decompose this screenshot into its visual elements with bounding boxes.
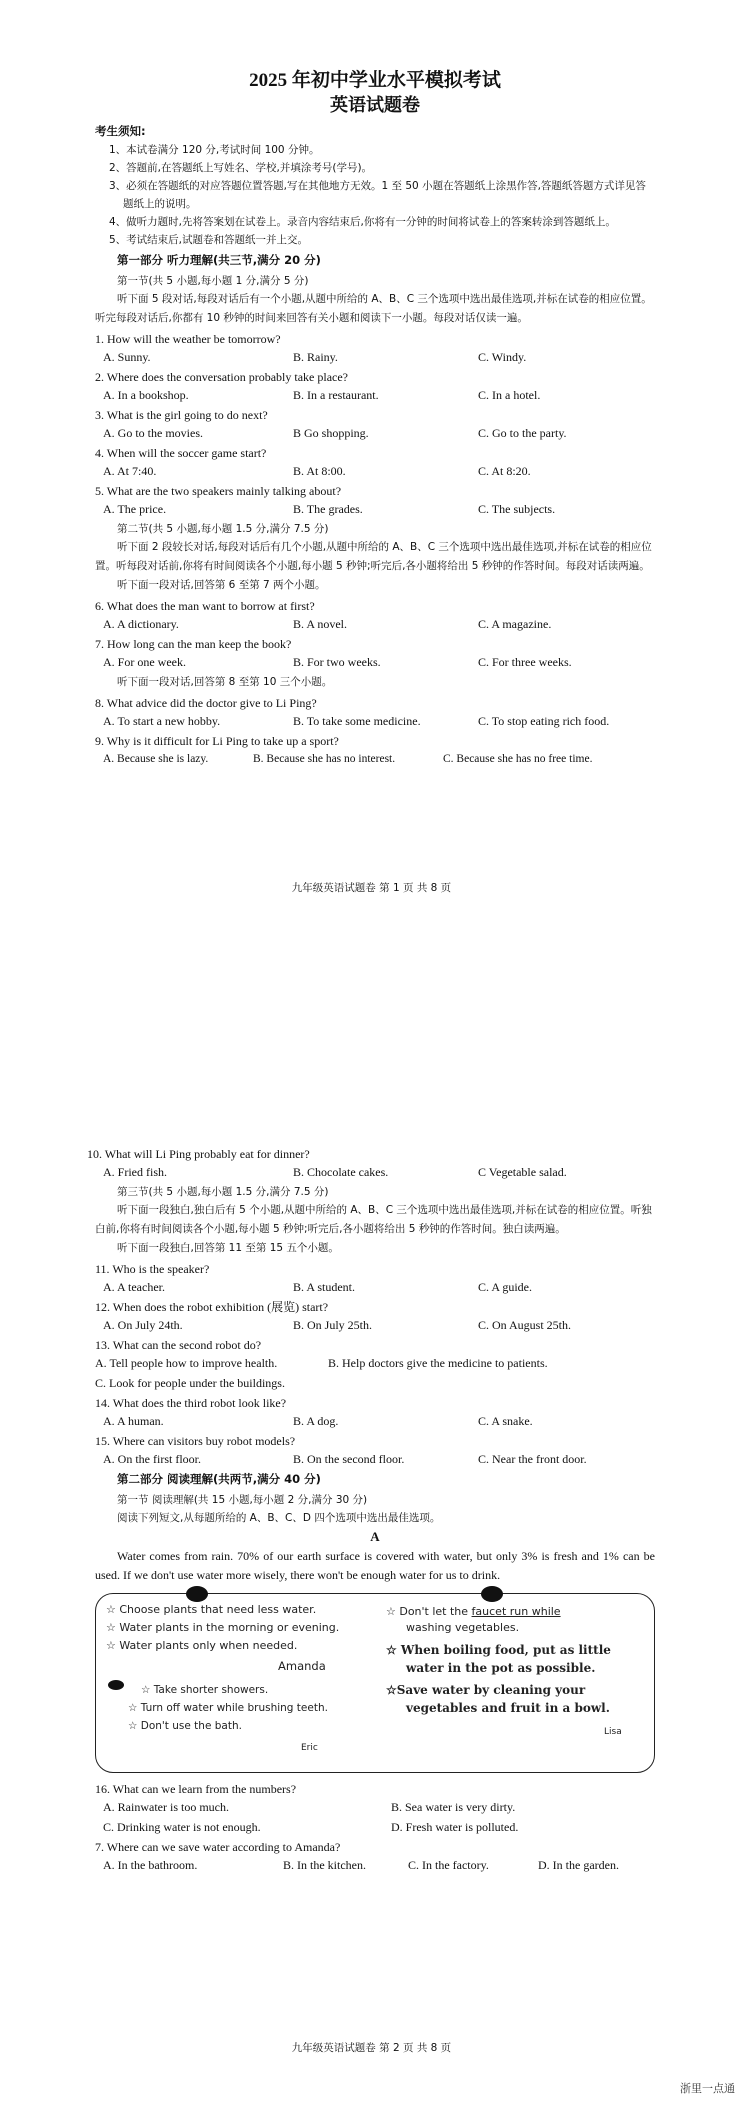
- option-c: C Vegetable salad.: [478, 1165, 567, 1179]
- part1-title: 第一部分 听力理解(共三节,满分 20 分): [117, 253, 321, 267]
- lisa-tip: ☆Save water by cleaning your: [386, 1683, 586, 1697]
- question-10: 10. What will Li Ping probably eat for dinner?: [87, 1147, 310, 1161]
- option-c: C. Near the front door.: [478, 1452, 587, 1466]
- amanda-tip: ☆ Choose plants that need less water.: [106, 1603, 317, 1616]
- option-c: C. Go to the party.: [478, 426, 567, 440]
- page1-content: [95, 68, 655, 770]
- notice-item: 1、本试卷满分 120 分,考试时间 100 分钟。: [109, 144, 320, 156]
- option-c: C. To stop eating rich food.: [478, 714, 610, 728]
- page2-footer: 九年级英语试题卷 第 2 页 共 8 页: [291, 2042, 452, 2054]
- option-a: A. At 7:40.: [103, 464, 157, 478]
- option-b: B. Chocolate cakes.: [293, 1165, 389, 1179]
- options-8: [95, 712, 655, 730]
- amanda-name: Amanda: [278, 1659, 326, 1673]
- option-a: A. Sunny.: [103, 350, 151, 364]
- option-d: D. In the garden.: [538, 1858, 619, 1872]
- options-7: [95, 653, 655, 671]
- options-1: [95, 348, 655, 366]
- option-c: C. Drinking water is not enough.: [103, 1820, 261, 1834]
- page1-footer: 九年级英语试题卷 第 1 页 共 8 页: [291, 882, 452, 894]
- amanda-tip: ☆ Water plants only when needed.: [106, 1639, 298, 1652]
- option-c: C. A magazine.: [478, 617, 552, 631]
- lisa-tip-cont: washing vegetables.: [406, 1621, 520, 1634]
- option-d: D. Fresh water is polluted.: [391, 1820, 519, 1834]
- option-a: A. In the bathroom.: [103, 1858, 198, 1872]
- option-b: B. Sea water is very dirty.: [391, 1800, 516, 1814]
- options-17: [95, 1856, 655, 1874]
- exam-page-2: [0, 1130, 743, 2102]
- reading-section1-title: 第一节 阅读理解(共 15 小题,每小题 2 分,满分 30 分): [117, 1494, 368, 1506]
- lisa-tip-underlined: faucet run while: [471, 1605, 561, 1618]
- question-9: 9. Why is it difficult for Li Ping to take up a sport?: [95, 734, 339, 748]
- water-tips-card: [95, 1593, 655, 1773]
- option-b: B. For two weeks.: [293, 655, 381, 669]
- options-16-cd: [95, 1818, 655, 1836]
- question-13: 13. What can the second robot do?: [95, 1338, 262, 1352]
- notice-title: 考生须知:: [95, 124, 146, 138]
- watermark: 浙里一点通: [680, 2082, 735, 2095]
- eric-tip: ☆ Take shorter showers.: [141, 1684, 269, 1696]
- lisa-tip-cont: water in the pot as possible.: [406, 1661, 596, 1675]
- options-13: [95, 1354, 655, 1372]
- section3-title: 第三节(共 5 小题,每小题 1.5 分,满分 7.5 分): [117, 1186, 329, 1198]
- option-c: C. In a hotel.: [478, 388, 541, 402]
- eric-tip: ☆ Don't use the bath.: [128, 1720, 242, 1732]
- option-c: C. Look for people under the buildings.: [95, 1376, 285, 1390]
- question-7: 7. How long can the man keep the book?: [95, 637, 292, 651]
- options-10: [95, 1163, 655, 1181]
- decorative-blob: [186, 1586, 208, 1602]
- decorative-blob: [108, 1680, 124, 1690]
- option-c: C. On August 25th.: [478, 1318, 572, 1332]
- eric-tip: ☆ Turn off water while brushing teeth.: [128, 1702, 328, 1714]
- monologue-instruction: 听下面一段独白,回答第 11 至第 15 五个小题。: [117, 1242, 339, 1254]
- option-c: C. For three weeks.: [478, 655, 572, 669]
- option-c: C. A guide.: [478, 1280, 533, 1294]
- options-13-c: [95, 1374, 655, 1392]
- option-b: B. Help doctors give the medicine to patients.: [328, 1356, 548, 1370]
- exam-title: 2025 年初中学业水平模拟考试: [249, 70, 501, 91]
- section2-title: 第二节(共 5 小题,每小题 1.5 分,满分 7.5 分): [117, 523, 329, 535]
- question-15: 15. Where can visitors buy robot models?: [95, 1434, 296, 1448]
- question-4: 4. When will the soccer game start?: [95, 446, 267, 460]
- exam-subtitle: 英语试题卷: [330, 95, 420, 115]
- question-3: 3. What is the girl going to do next?: [95, 408, 268, 422]
- option-a: A. Fried fish.: [103, 1165, 167, 1179]
- option-b: B. On July 25th.: [293, 1318, 373, 1332]
- question-8: 8. What advice did the doctor give to Li Ping?: [95, 696, 317, 710]
- question-14: 14. What does the third robot look like?: [95, 1396, 287, 1410]
- option-b: B. The grades.: [293, 502, 363, 516]
- option-b: B. To take some medicine.: [293, 714, 421, 728]
- option-a: A. On the first floor.: [103, 1452, 201, 1466]
- part2-title: 第二部分 阅读理解(共两节,满分 40 分): [117, 1472, 321, 1486]
- options-4: [95, 462, 655, 480]
- lisa-tip: [386, 1604, 561, 1620]
- option-c: C. Because she has no free time.: [443, 753, 593, 765]
- notice-item: 4、做听力题时,先将答案划在试卷上。录音内容结束后,你将有一分钟的时间将试卷上的答案转涂到答题纸上。: [109, 216, 616, 228]
- section2-instructions: 听下面 2 段较长对话,每段对话后有几个小题,从题中所给的 A、B、C 三个选项中选出最佳选项,并标在试卷的相应位置。听每段对话前,你将有时间阅读各个小题,每小题 5 秒钟;听完后,各小题将给出 5 秒钟的作答时间。每段对话读两遍。: [95, 541, 652, 572]
- option-a: A. A dictionary.: [103, 617, 179, 631]
- options-14: [95, 1412, 655, 1430]
- option-a: A. The price.: [103, 502, 167, 516]
- option-b: B. On the second floor.: [293, 1452, 405, 1466]
- decorative-blob: [481, 1586, 503, 1602]
- passage-label: A: [370, 1529, 380, 1544]
- lisa-tip-text: ☆ Don't let the: [386, 1605, 472, 1618]
- option-b: B. In the kitchen.: [283, 1858, 366, 1872]
- question-16: 16. What can we learn from the numbers?: [95, 1782, 297, 1796]
- section1-instructions: 听下面 5 段对话,每段对话后有一个小题,从题中所给的 A、B、C 三个选项中选出最佳选项,并标在试卷的相应位置。听完每段对话后,你都有 10 秒钟的时间来回答有关小题和阅读下一小题。每段对话仅读一遍。: [95, 293, 652, 324]
- options-5: [95, 500, 655, 518]
- option-c: C. A snake.: [478, 1414, 533, 1428]
- options-6: [95, 615, 655, 633]
- option-c: C. In the factory.: [408, 1858, 489, 1872]
- options-3: [95, 424, 655, 442]
- options-9: [95, 750, 655, 768]
- lisa-tip: ☆ When boiling food, put as little: [386, 1643, 611, 1657]
- dialog2-instruction: 听下面一段对话,回答第 8 至第 10 三个小题。: [117, 676, 333, 688]
- amanda-tip: ☆ Water plants in the morning or evening.: [106, 1621, 340, 1634]
- options-11: [95, 1278, 655, 1296]
- question-2: 2. Where does the conversation probably take place?: [95, 370, 349, 384]
- option-a: A. A human.: [103, 1414, 164, 1428]
- question-17: 7. Where can we save water according to Amanda?: [95, 1840, 341, 1854]
- lisa-tip-cont: vegetables and fruit in a bowl.: [406, 1701, 610, 1715]
- option-b: B. Because she has no interest.: [253, 753, 396, 765]
- option-c: C. The subjects.: [478, 502, 556, 516]
- exam-page-1: [0, 0, 743, 940]
- reading-instructions: 阅读下列短文,从每题所给的 A、B、C、D 四个选项中选出最佳选项。: [117, 1512, 441, 1524]
- option-a: A. Tell people how to improve health.: [95, 1356, 278, 1370]
- question-5: 5. What are the two speakers mainly talking about?: [95, 484, 342, 498]
- option-b: B. A student.: [293, 1280, 356, 1294]
- option-b: B. At 8:00.: [293, 464, 346, 478]
- page2-content: [87, 1143, 655, 1876]
- option-a: A. A teacher.: [103, 1280, 165, 1294]
- question-6: 6. What does the man want to borrow at first?: [95, 599, 315, 613]
- option-b: B Go shopping.: [293, 426, 369, 440]
- option-b: B. Rainy.: [293, 350, 338, 364]
- option-a: A. To start a new hobby.: [103, 714, 221, 728]
- question-11: 11. Who is the speaker?: [95, 1262, 210, 1276]
- option-a: A. Go to the movies.: [103, 426, 203, 440]
- section1-title: 第一节(共 5 小题,每小题 1 分,满分 5 分): [117, 275, 309, 287]
- option-b: B. A dog.: [293, 1414, 339, 1428]
- notice-item: 2、答题前,在答题纸上写姓名、学校,并填涂考号(学号)。: [109, 162, 373, 174]
- options-15: [95, 1450, 655, 1468]
- lisa-name: Lisa: [604, 1727, 622, 1737]
- option-a: A. Rainwater is too much.: [103, 1800, 229, 1814]
- eric-name: Eric: [301, 1743, 318, 1753]
- options-12: [95, 1316, 655, 1334]
- option-a: A. Because she is lazy.: [103, 753, 209, 765]
- option-a: A. For one week.: [103, 655, 186, 669]
- option-a: A. In a bookshop.: [103, 388, 189, 402]
- option-c: C. At 8:20.: [478, 464, 531, 478]
- notice-item: 5、考试结束后,试题卷和答题纸一并上交。: [109, 234, 309, 246]
- options-2: [95, 386, 655, 404]
- notice-item: 3、必须在答题纸的对应答题位置答题,写在其他地方无效。1 至 50 小题在答题纸上涂黑作答,答题纸答题方式详见答题纸上的说明。: [109, 180, 646, 210]
- options-16-ab: [95, 1798, 655, 1816]
- option-c: C. Windy.: [478, 350, 527, 364]
- section3-instructions: 听下面一段独白,独白后有 5 个小题,从题中所给的 A、B、C 三个选项中选出最佳选项,并标在试卷的相应位置。听独白前,你将有时间阅读各个小题,每小题 5 秒钟;听完后,各小题将给出 5 秒钟的作答时间。独白读两遍。: [95, 1204, 652, 1235]
- option-b: B. A novel.: [293, 617, 348, 631]
- passage-text: Water comes from rain. 70% of our earth surface is covered with water, but only 3% is fresh and 1% can be used. If we don't use water more wisely, there won't be enough water for us to drink.: [95, 1549, 655, 1582]
- dialog1-instruction: 听下面一段对话,回答第 6 至第 7 两个小题。: [117, 579, 326, 591]
- question-1: 1. How will the weather be tomorrow?: [95, 332, 281, 346]
- question-12: 12. When does the robot exhibition (展览) start?: [95, 1300, 329, 1314]
- option-a: A. On July 24th.: [103, 1318, 183, 1332]
- option-b: B. In a restaurant.: [293, 388, 379, 402]
